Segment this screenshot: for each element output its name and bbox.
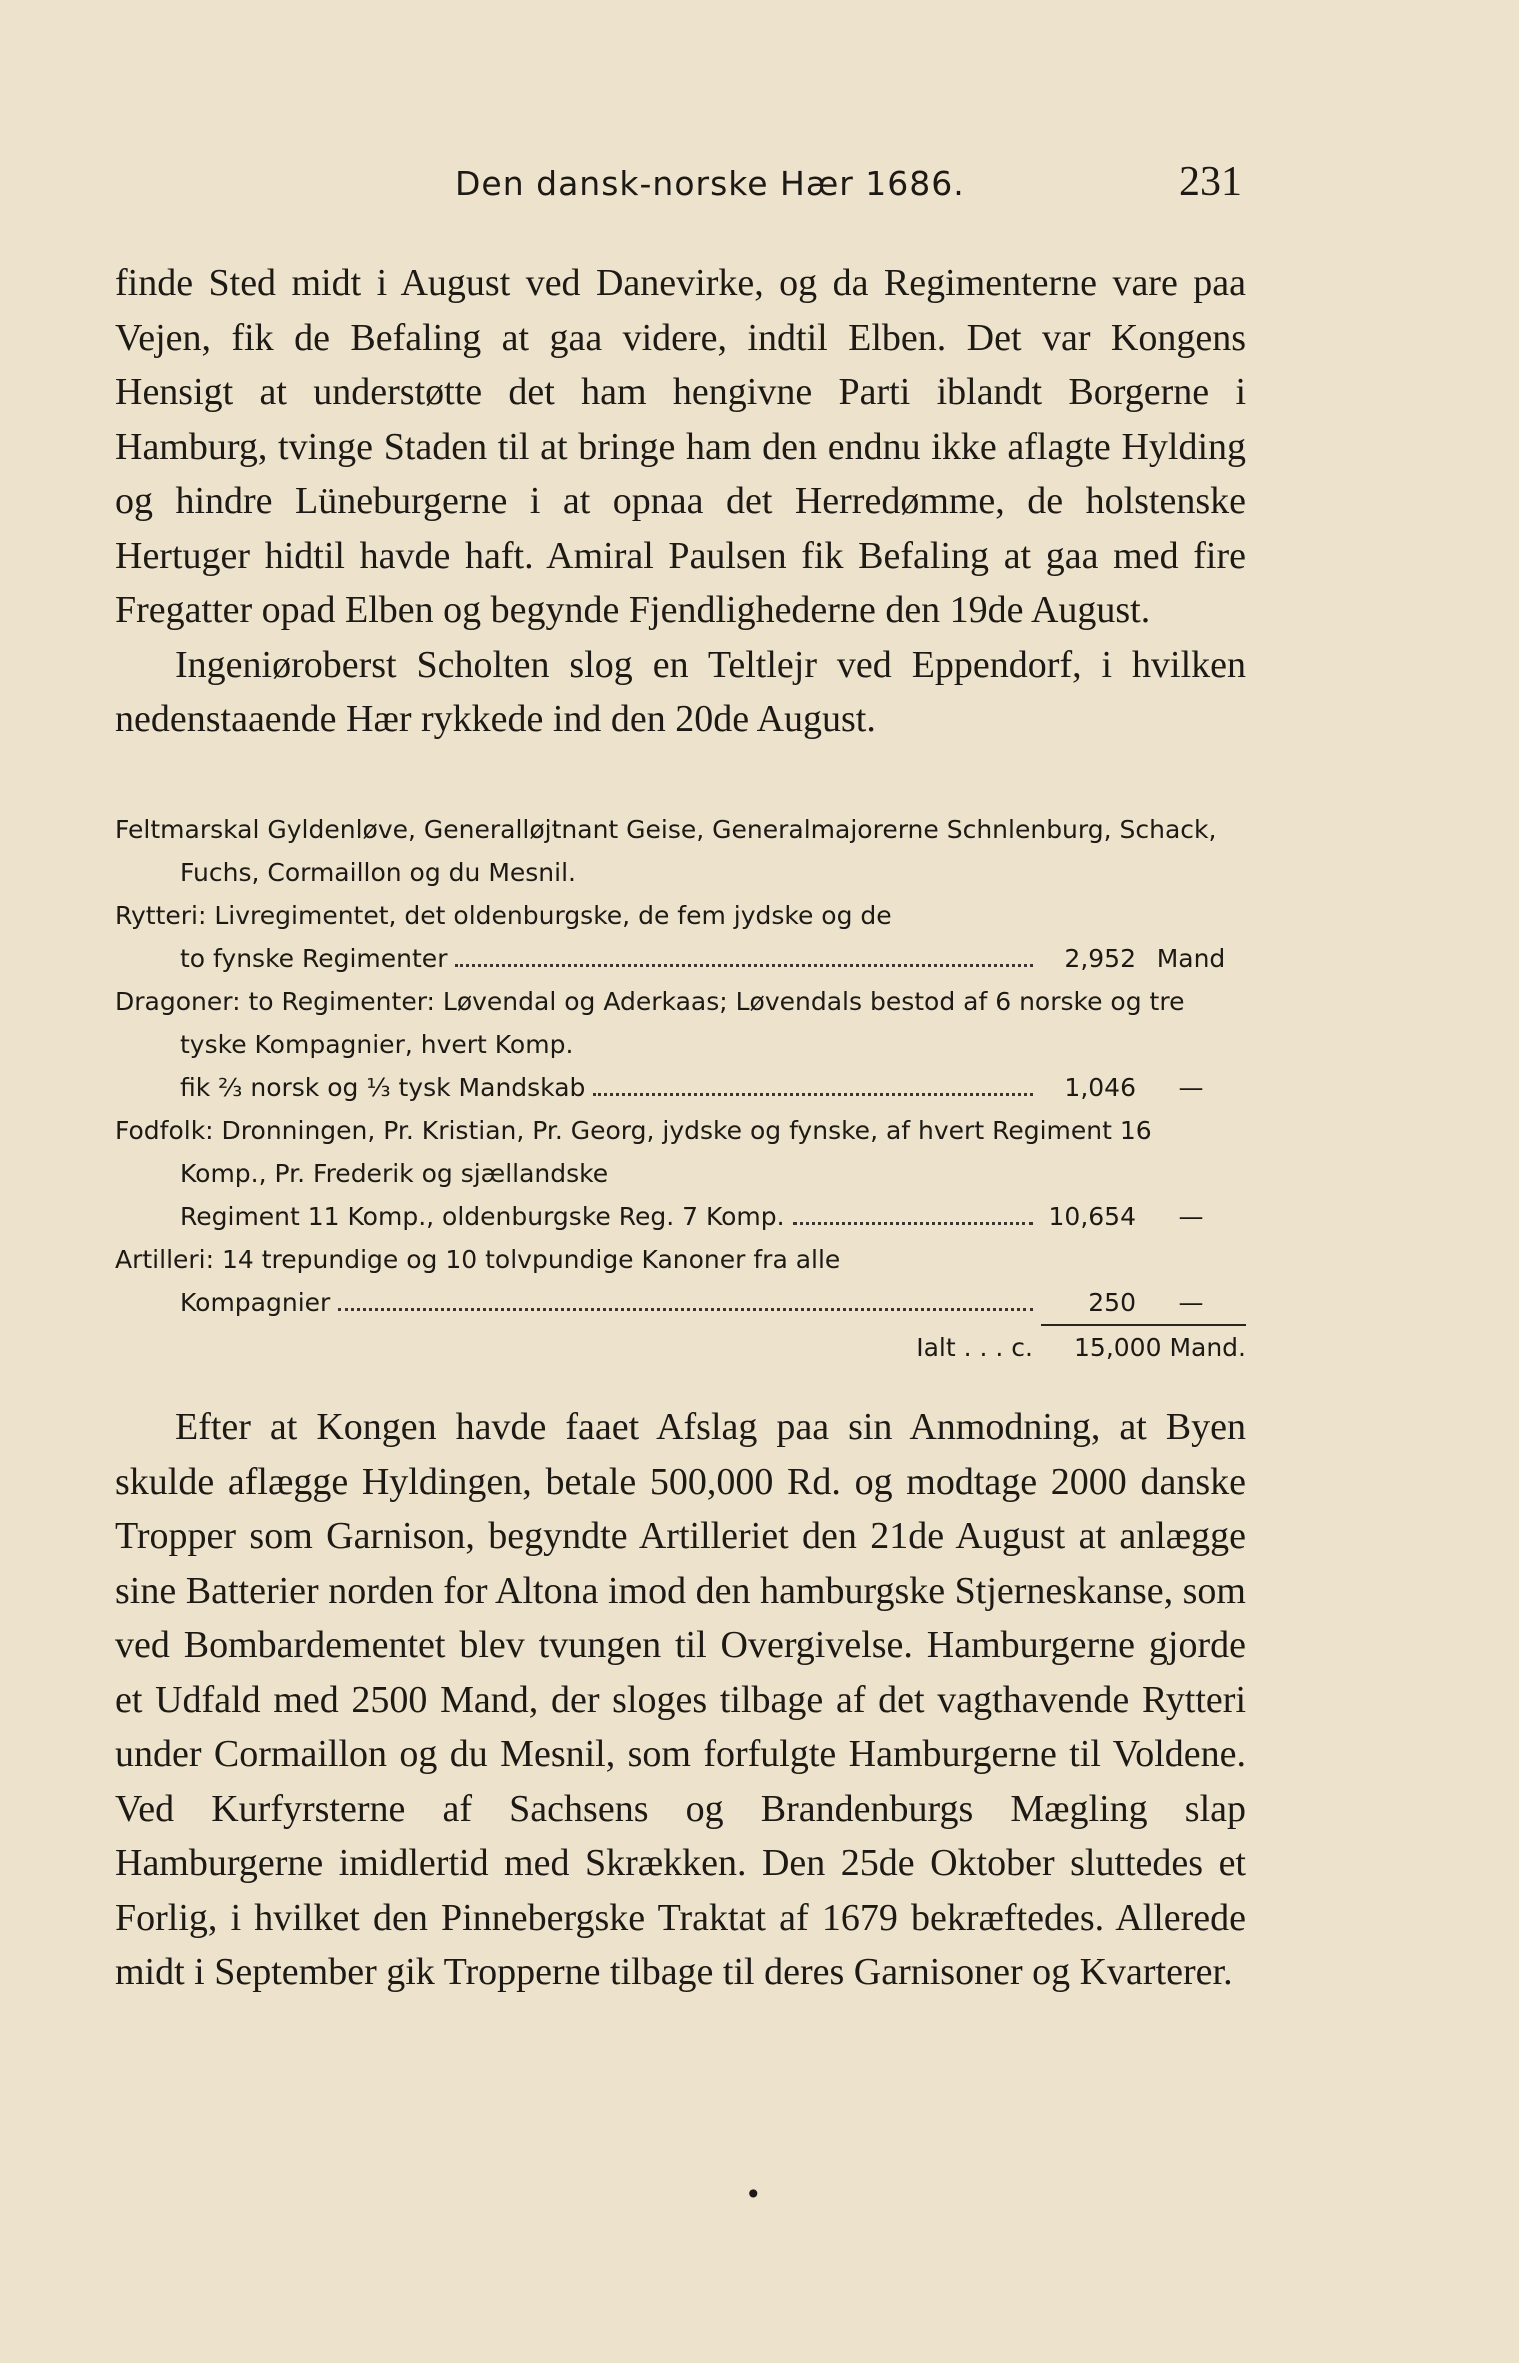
dragoner-row bbox=[115, 1066, 1246, 1109]
paragraph-1 bbox=[115, 256, 1246, 747]
fodfolk-label: Regiment 11 Komp., oldenburgske Reg. 7 Komp. bbox=[180, 1202, 785, 1231]
running-head: Den dansk-norske Hær 1686. bbox=[455, 164, 965, 203]
total-label: Ialt . . . c. bbox=[916, 1333, 1033, 1362]
paragraph-2 bbox=[115, 1400, 1246, 2000]
total-value: 15,000 Mand. bbox=[1041, 1324, 1246, 1369]
artilleri-intro: Artilleri: 14 trepundige og 10 tolvpundige Kanoner fra alle bbox=[115, 1245, 841, 1274]
footer-mark: • bbox=[745, 2178, 762, 2211]
leader-dots bbox=[793, 1222, 1033, 1225]
paragraph-1-text-b: Ingeniøroberst Scholten slog en Teltlejr ved Eppendorf, i hvilken nedenstaaende Hær rykkede ind den 20de August. bbox=[115, 643, 1246, 740]
fodfolk-row bbox=[115, 1195, 1246, 1238]
fodfolk-count: 10,654 bbox=[1048, 1202, 1136, 1231]
dragoner-label: fik ⅔ norsk og ⅓ tysk Mandskab bbox=[180, 1073, 586, 1102]
dragoner-count: 1,046 bbox=[1064, 1073, 1136, 1102]
fodfolk-unit: — bbox=[1178, 1202, 1204, 1231]
leader-dots bbox=[338, 1308, 1033, 1311]
rytteri-count: 2,952 bbox=[1064, 944, 1136, 973]
artilleri-label: Kompagnier bbox=[180, 1288, 331, 1317]
artilleri-count: 250 bbox=[1088, 1288, 1136, 1317]
artilleri-unit: — bbox=[1178, 1288, 1204, 1317]
dragoner-unit: — bbox=[1178, 1073, 1204, 1102]
page-header bbox=[455, 158, 1242, 208]
page-number: 231 bbox=[1179, 159, 1242, 205]
rytteri-row bbox=[115, 937, 1246, 980]
rytteri-intro: Rytteri: Livregimentet, det oldenburgske, de fem jydske og de bbox=[115, 901, 892, 930]
leader-dots bbox=[593, 1093, 1033, 1096]
paragraph-2-text: Efter at Kongen havde faaet Afslag paa sin Anmodning, at Byen skulde aflægge Hyldingen, betale 500,000 Rd. og modtage 2000 danske Tropper som Garnison, begyndte Artilleriet den 21de August at anlægge sine Batterier norden for Altona imod den hamburgske Stjerneskanse, som ved Bombardementet blev tvungen til Overgivelse. Hamburgerne gjorde et Udfald med 2500 Mand, der sloges tilbage af det vagthavende Rytteri under Cormaillon og du Mesnil, som forfulgte Hamburgerne til Voldene. Ved Kurfyrsterne af Sachsens og Brandenburgs Mægling slap Hamburgerne imidlertid med Skrækken. Den 25de Oktober sluttedes et Forlig, i hvilket den Pinnebergske Traktat af 1679 bekræftedes. Allerede midt i September gik Tropperne tilbage til deres Garnisoner og Kvarterer. bbox=[115, 1406, 1246, 1993]
rytteri-label: to fynske Regimenter bbox=[180, 944, 448, 973]
leader-dots bbox=[455, 964, 1033, 967]
dragoner-intro: Dragoner: to Regimenter: Løvendal og Aderkaas; Løvendals bestod af 6 norske og tre tyske Kompagnier, hvert Komp. bbox=[115, 987, 1185, 1059]
army-table bbox=[115, 808, 1246, 1369]
fodfolk-intro: Fodfolk: Dronningen, Pr. Kristian, Pr. Georg, jydske og fynske, af hvert Regiment 16 Komp., Pr. Frederik og sjællandske bbox=[115, 1116, 1152, 1188]
command-line: Feltmarskal Gyldenløve, Generalløjtnant Geise, Generalmajorerne Schnlenburg, Schack, Fuchs, Cormaillon og du Mesnil. bbox=[115, 815, 1217, 887]
artilleri-row bbox=[115, 1281, 1246, 1324]
rytteri-unit: Mand bbox=[1156, 944, 1226, 973]
paragraph-1-text-a: finde Sted midt i August ved Danevirke, og da Regimenterne vare paa Vejen, fik de Befaling at gaa videre, indtil Elben. Det var Kongens Hensigt at understøtte det ham hengivne Parti iblandt Borgerne i Hamburg, tvinge Staden til at bringe ham den endnu ikke aflagte Hylding og hindre Lüneburgerne i at opnaa det Herredømme, de holstenske Hertuger hidtil havde haft. Amiral Paulsen fik Befaling at gaa med fire Fregatter opad Elben og begynde Fjendlighederne den 19de August. bbox=[115, 262, 1246, 631]
total-row bbox=[115, 1324, 1246, 1369]
